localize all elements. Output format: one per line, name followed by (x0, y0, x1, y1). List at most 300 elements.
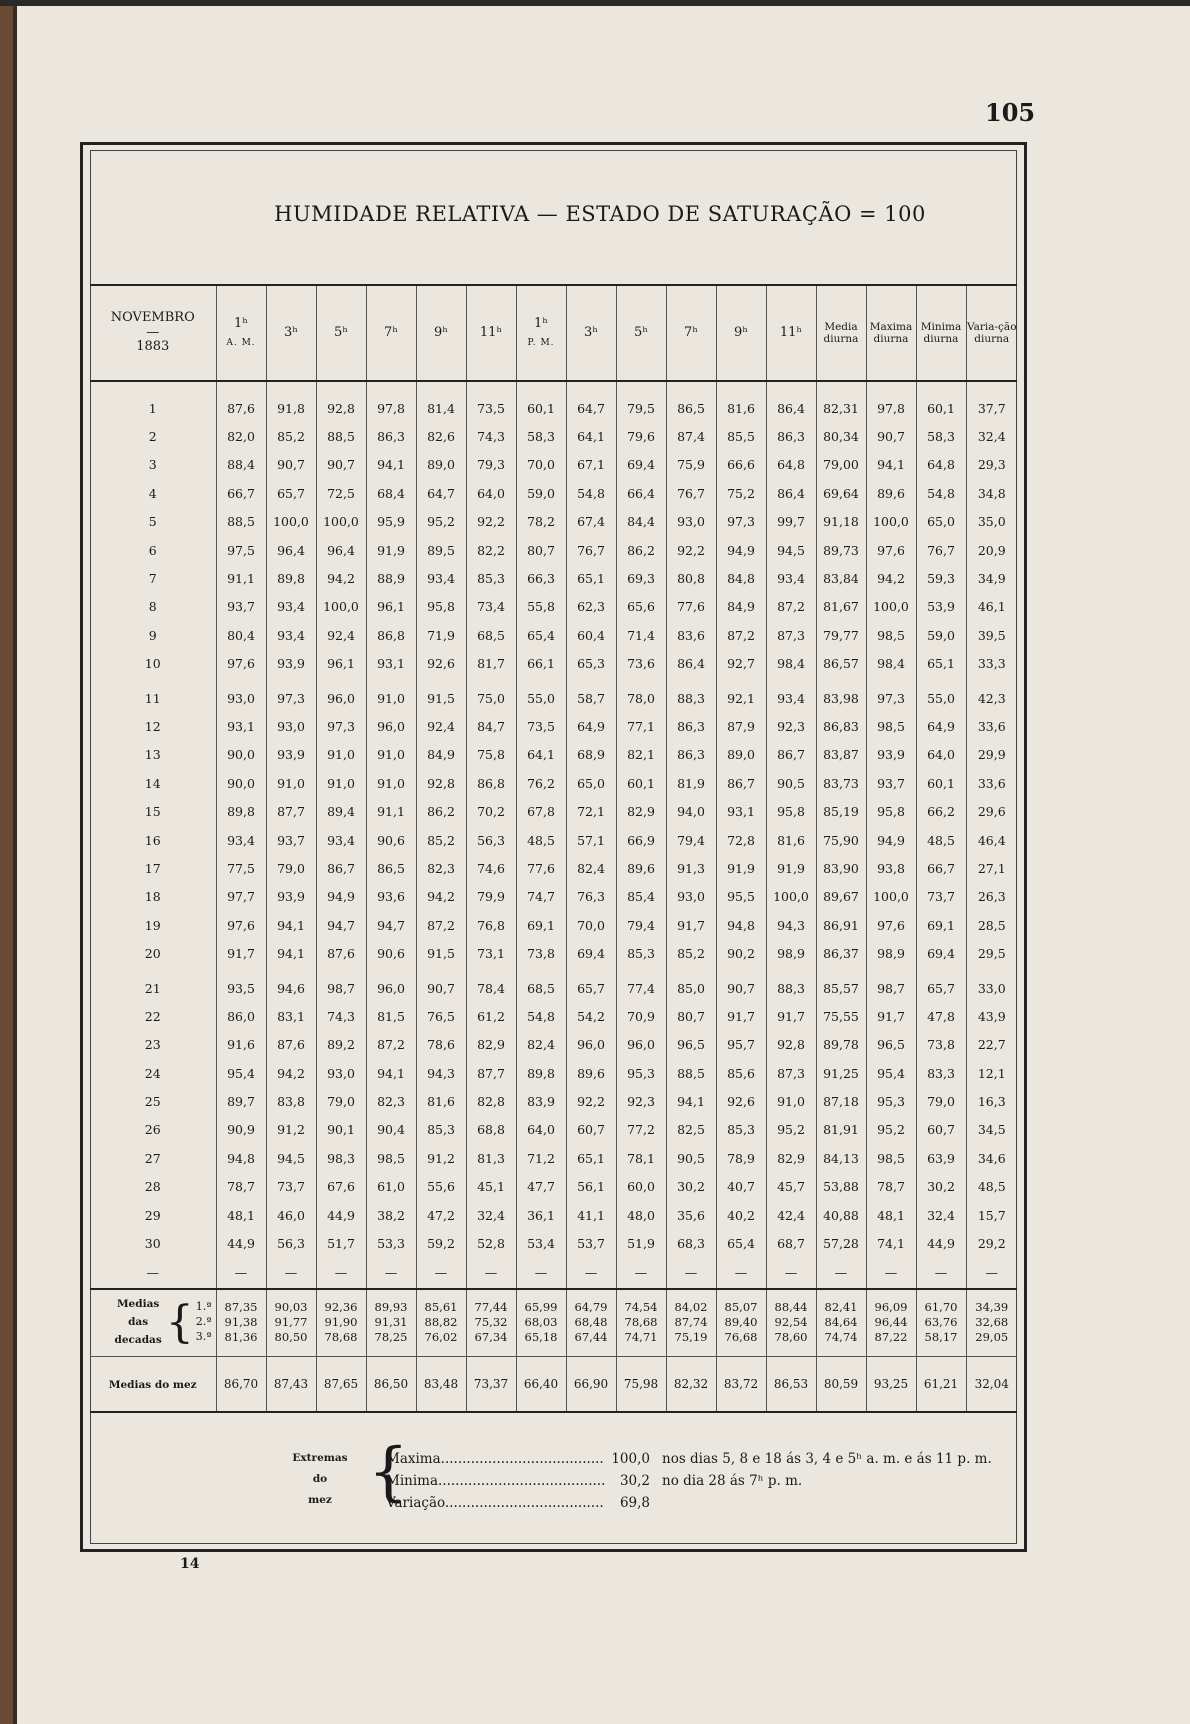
value-cell: 78,7 (216, 1173, 266, 1201)
month-mean-cell: 61,21 (916, 1356, 966, 1412)
value-cell: 96,4 (316, 536, 366, 564)
value-cell: 94,7 (366, 911, 416, 939)
value-cell: 94,1 (266, 939, 316, 967)
month-mean-cell: 80,59 (816, 1356, 866, 1412)
dash-cell: — (566, 1258, 616, 1289)
hour-header (766, 285, 816, 381)
table-row (90, 508, 1017, 536)
value-cell: 73,4 (466, 593, 516, 621)
value-cell: 69,4 (916, 939, 966, 967)
value-cell: 95,8 (766, 797, 816, 825)
decade-means-cell (316, 1289, 366, 1357)
value-cell: 76,7 (666, 479, 716, 507)
value-cell: 79,0 (316, 1087, 366, 1115)
value-cell: 67,8 (516, 797, 566, 825)
day-cell: 19 (144, 917, 161, 933)
value-cell: 76,7 (916, 536, 966, 564)
value-cell: 94,1 (866, 451, 916, 479)
value-cell: 75,0 (466, 678, 516, 712)
table-row (90, 1087, 1017, 1115)
value-cell: 77,5 (216, 854, 266, 882)
value-cell: 26,3 (966, 883, 1017, 911)
hour-label: 7ʰ (684, 324, 698, 340)
extreme-note: no dia 28 ás 7ʰ p. m. (662, 1473, 803, 1489)
value-cell: 95,8 (416, 593, 466, 621)
value-cell: 91,0 (266, 769, 316, 797)
value-cell: 73,1 (466, 939, 516, 967)
value-cell: 82,0 (216, 422, 266, 450)
hour-header (566, 285, 616, 381)
value-cell: 96,5 (866, 1031, 916, 1059)
value-cell: 97,6 (866, 536, 916, 564)
decade-mean-value: 63,76 (924, 1315, 958, 1330)
value-cell: 71,4 (616, 621, 666, 649)
day-cell: 29 (144, 1207, 161, 1223)
value-cell: 90,5 (666, 1144, 716, 1172)
day-cell: 28 (144, 1179, 161, 1195)
value-cell: 96,0 (316, 678, 366, 712)
value-cell: 92,2 (466, 508, 516, 536)
dash-cell: — (766, 1258, 816, 1289)
table-row (90, 1201, 1017, 1229)
decade-mean-value: 77,44 (474, 1300, 508, 1315)
day-cell: 15 (144, 804, 161, 820)
value-cell: 93,8 (866, 854, 916, 882)
table-row (90, 1144, 1017, 1172)
value-cell: 93,0 (266, 712, 316, 740)
value-cell: 59,0 (516, 479, 566, 507)
value-cell: 97,3 (716, 508, 766, 536)
decade-mean-value: 67,34 (474, 1330, 508, 1345)
value-cell: 79,00 (816, 451, 866, 479)
value-cell: 99,7 (766, 508, 816, 536)
decade-mean-value: 68,03 (524, 1315, 558, 1330)
decade-mean-value: 65,99 (524, 1300, 558, 1315)
value-cell: 86,2 (616, 536, 666, 564)
value-cell: 86,3 (766, 422, 816, 450)
decade-means-cell (766, 1289, 816, 1357)
hour-label: 11ʰ (479, 324, 503, 340)
value-cell: 90,2 (716, 939, 766, 967)
value-cell: 72,8 (716, 826, 766, 854)
value-cell: 97,3 (866, 678, 916, 712)
value-cell: 84,7 (466, 712, 516, 740)
value-cell: 91,7 (866, 1002, 916, 1030)
value-cell: 93,1 (716, 797, 766, 825)
value-cell: 78,7 (866, 1173, 916, 1201)
value-cell: 69,1 (916, 911, 966, 939)
value-cell: 76,7 (566, 536, 616, 564)
value-cell: 81,5 (366, 1002, 416, 1030)
value-cell: 48,1 (216, 1201, 266, 1229)
value-cell: 78,9 (716, 1144, 766, 1172)
decade-mean-value: 75,19 (674, 1330, 708, 1345)
value-cell: 73,6 (616, 650, 666, 678)
value-cell: 44,9 (916, 1229, 966, 1257)
hour-sub: P. M. (527, 338, 555, 349)
decade-mean-value: 67,44 (574, 1330, 608, 1345)
value-cell: 83,90 (816, 854, 866, 882)
value-cell: 69,64 (816, 479, 866, 507)
day-cell: 26 (144, 1122, 161, 1138)
value-cell: 100,0 (266, 508, 316, 536)
value-cell: 59,2 (416, 1229, 466, 1257)
value-cell: 79,3 (466, 451, 516, 479)
value-cell: 53,3 (366, 1229, 416, 1257)
value-cell: 77,1 (616, 712, 666, 740)
value-cell: 67,1 (566, 451, 616, 479)
table-row (90, 593, 1017, 621)
value-cell: 32,4 (916, 1201, 966, 1229)
value-cell: 100,0 (866, 883, 916, 911)
value-cell: 86,57 (816, 650, 866, 678)
value-cell: 60,1 (916, 381, 966, 422)
value-cell: 54,2 (566, 1002, 616, 1030)
value-cell: 94,2 (416, 883, 466, 911)
value-cell: 75,8 (466, 741, 516, 769)
month-mean-cell: 32,04 (966, 1356, 1017, 1412)
hour-label: 7ʰ (384, 324, 398, 340)
table-row (90, 536, 1017, 564)
decade-means-cell (416, 1289, 466, 1357)
value-cell: 65,7 (266, 479, 316, 507)
dash-cell: — (216, 1258, 266, 1289)
value-cell: 34,6 (966, 1144, 1017, 1172)
value-cell: 80,7 (516, 536, 566, 564)
dash-cell: — (816, 1258, 866, 1289)
value-cell: 54,8 (566, 479, 616, 507)
extreme-value: 100,0 (611, 1451, 650, 1467)
table-row (90, 911, 1017, 939)
decade-mean-value: 87,74 (674, 1315, 708, 1330)
value-cell: 84,9 (416, 741, 466, 769)
value-cell: 86,83 (816, 712, 866, 740)
value-cell: 96,1 (316, 650, 366, 678)
value-cell: 91,7 (766, 1002, 816, 1030)
decade-mean-value: 82,41 (824, 1300, 858, 1315)
month-mean-cell: 93,25 (866, 1356, 916, 1412)
value-cell: 79,5 (616, 381, 666, 422)
value-cell: 89,73 (816, 536, 866, 564)
value-cell: 70,0 (516, 451, 566, 479)
decade-means-cell (666, 1289, 716, 1357)
value-cell: 91,0 (316, 769, 366, 797)
decade-mean-value: 34,39 (975, 1300, 1009, 1315)
value-cell: 82,3 (416, 854, 466, 882)
value-cell: 92,1 (716, 678, 766, 712)
hour-header (366, 285, 416, 381)
value-cell: 98,5 (366, 1144, 416, 1172)
value-cell: 74,3 (316, 1002, 366, 1030)
extremes-rows (386, 1448, 992, 1514)
value-cell: 89,8 (266, 564, 316, 592)
value-cell: 46,4 (966, 826, 1017, 854)
value-cell: 47,8 (916, 1002, 966, 1030)
value-cell: 78,2 (516, 508, 566, 536)
value-cell: 93,4 (316, 826, 366, 854)
extremes-label-line: Extremas (292, 1452, 348, 1464)
day-cell: 17 (144, 860, 161, 876)
value-cell: 83,98 (816, 678, 866, 712)
value-cell: 93,7 (216, 593, 266, 621)
value-cell: 74,1 (866, 1229, 916, 1257)
value-cell: 86,8 (466, 769, 516, 797)
value-cell: 71,9 (416, 621, 466, 649)
value-cell: 96,5 (666, 1031, 716, 1059)
value-cell: 92,2 (666, 536, 716, 564)
value-cell: 83,8 (266, 1087, 316, 1115)
value-cell: 91,0 (366, 741, 416, 769)
value-cell: 91,7 (666, 911, 716, 939)
value-cell: 86,7 (316, 854, 366, 882)
value-cell: 96,0 (366, 712, 416, 740)
day-cell: 3 (148, 457, 157, 473)
value-cell: 97,7 (216, 883, 266, 911)
value-cell: 88,5 (316, 422, 366, 450)
value-cell: 73,5 (516, 712, 566, 740)
value-cell: 94,8 (716, 911, 766, 939)
extreme-row-minima (386, 1470, 992, 1492)
value-cell: 68,5 (516, 968, 566, 1002)
value-cell: 42,3 (966, 678, 1017, 712)
table-row (90, 678, 1017, 712)
value-cell: 81,7 (466, 650, 516, 678)
value-cell: 93,4 (416, 564, 466, 592)
value-cell: 82,4 (516, 1031, 566, 1059)
decade-ordinal: 2.ª (195, 1315, 212, 1329)
hour-header (616, 285, 666, 381)
value-cell: 94,2 (866, 564, 916, 592)
dash-row (90, 1258, 1017, 1289)
value-cell: 65,6 (616, 593, 666, 621)
decade-means-cell (516, 1289, 566, 1357)
decade-mean-value: 91,90 (324, 1315, 358, 1330)
value-cell: 64,8 (766, 451, 816, 479)
value-cell: 94,5 (266, 1144, 316, 1172)
value-cell: 86,7 (716, 769, 766, 797)
value-cell: 100,0 (316, 593, 366, 621)
value-cell: 68,8 (466, 1116, 516, 1144)
value-cell: 92,3 (766, 712, 816, 740)
day-cell: 7 (148, 571, 157, 587)
dash-cell: — (866, 1258, 916, 1289)
value-cell: 53,9 (916, 593, 966, 621)
month-mean-cell: 86,70 (216, 1356, 266, 1412)
value-cell: 78,4 (466, 968, 516, 1002)
value-cell: 65,1 (916, 650, 966, 678)
value-cell: 91,9 (366, 536, 416, 564)
value-cell: 64,9 (566, 712, 616, 740)
value-cell: 94,1 (666, 1087, 716, 1115)
value-cell: 91,0 (366, 678, 416, 712)
value-cell: 93,0 (216, 678, 266, 712)
value-cell: 80,4 (216, 621, 266, 649)
value-cell: 95,2 (416, 508, 466, 536)
value-cell: 89,67 (816, 883, 866, 911)
value-cell: 89,7 (216, 1087, 266, 1115)
value-cell: 65,7 (916, 968, 966, 1002)
decade-means-cell (966, 1289, 1017, 1357)
decade-ordinal: 1.ª (195, 1300, 212, 1314)
day-cell: 16 (144, 832, 161, 848)
value-cell: 91,6 (216, 1031, 266, 1059)
day-cell: 24 (144, 1065, 161, 1081)
value-cell: 87,9 (716, 712, 766, 740)
decade-mean-value: 65,18 (524, 1330, 558, 1345)
value-cell: 76,2 (516, 769, 566, 797)
value-cell: 52,8 (466, 1229, 516, 1257)
value-cell: 85,57 (816, 968, 866, 1002)
value-cell: 94,1 (366, 451, 416, 479)
table-row (90, 621, 1017, 649)
value-cell: 88,5 (666, 1059, 716, 1087)
decade-mean-value: 85,07 (724, 1300, 758, 1315)
value-cell: 56,1 (566, 1173, 616, 1201)
value-cell: 85,2 (666, 939, 716, 967)
value-cell: 91,0 (366, 769, 416, 797)
value-cell: 94,1 (266, 911, 316, 939)
hour-sub: A. M. (226, 338, 256, 349)
value-cell: 89,0 (716, 741, 766, 769)
value-cell: 83,87 (816, 741, 866, 769)
value-cell: 64,8 (916, 451, 966, 479)
value-cell: 86,0 (216, 1002, 266, 1030)
value-cell: 57,28 (816, 1229, 866, 1257)
value-cell: 54,8 (516, 1002, 566, 1030)
value-cell: 88,5 (216, 508, 266, 536)
value-cell: 89,6 (866, 479, 916, 507)
value-cell: 65,1 (566, 1144, 616, 1172)
value-cell: 93,9 (866, 741, 916, 769)
value-cell: 53,4 (516, 1229, 566, 1257)
value-cell: 79,6 (616, 422, 666, 450)
day-cell: 30 (144, 1236, 161, 1252)
value-cell: 64,1 (566, 422, 616, 450)
hour-header (666, 285, 716, 381)
value-cell: 98,5 (866, 1144, 916, 1172)
value-cell: 97,8 (866, 381, 916, 422)
decade-mean-value: 91,38 (224, 1315, 258, 1330)
value-cell: 66,9 (616, 826, 666, 854)
hour-header (216, 285, 266, 381)
hour-header (716, 285, 766, 381)
extremes-label (280, 1448, 360, 1511)
value-cell: 93,9 (266, 741, 316, 769)
value-cell: 64,7 (416, 479, 466, 507)
table-row (90, 422, 1017, 450)
value-cell: 33,6 (966, 769, 1017, 797)
value-cell: 95,2 (866, 1116, 916, 1144)
value-cell: 97,6 (866, 911, 916, 939)
value-cell: 76,5 (416, 1002, 466, 1030)
value-cell: 53,7 (566, 1229, 616, 1257)
value-cell: 93,4 (766, 678, 816, 712)
decade-mean-value: 91,77 (274, 1315, 308, 1330)
month-mean-cell: 73,37 (466, 1356, 516, 1412)
value-cell: 95,9 (366, 508, 416, 536)
value-cell: 91,9 (716, 854, 766, 882)
value-cell: 90,1 (316, 1116, 366, 1144)
value-cell: 81,4 (416, 381, 466, 422)
value-cell: 66,7 (216, 479, 266, 507)
dash-cell: — (666, 1258, 716, 1289)
value-cell: 98,4 (866, 650, 916, 678)
value-cell: 74,3 (466, 422, 516, 450)
page-top-edge (0, 0, 1190, 6)
hour-header (266, 285, 316, 381)
value-cell: 96,1 (366, 593, 416, 621)
decade-mean-value: 85,61 (424, 1300, 458, 1315)
brace: { (165, 1296, 194, 1348)
value-cell: 85,2 (416, 826, 466, 854)
hour-header (316, 285, 366, 381)
value-cell: 95,2 (766, 1116, 816, 1144)
value-cell: 82,9 (466, 1031, 516, 1059)
value-cell: 90,6 (366, 826, 416, 854)
value-cell: 69,1 (516, 911, 566, 939)
decade-mean-value: 74,74 (824, 1330, 858, 1345)
day-cell: 2 (148, 429, 157, 445)
value-cell: 93,7 (266, 826, 316, 854)
value-cell: 91,25 (816, 1059, 866, 1087)
value-cell: 65,1 (566, 564, 616, 592)
value-cell: 90,0 (216, 741, 266, 769)
value-cell: 28,5 (966, 911, 1017, 939)
table-row (90, 968, 1017, 1002)
value-cell: 85,6 (716, 1059, 766, 1087)
value-cell: 89,0 (416, 451, 466, 479)
day-cell: 27 (144, 1150, 161, 1166)
value-cell: 36,1 (516, 1201, 566, 1229)
day-cell: 23 (144, 1037, 161, 1053)
value-cell: 27,1 (966, 854, 1017, 882)
value-cell: 76,3 (566, 883, 616, 911)
day-cell: 12 (144, 718, 161, 734)
hour-label: 1ʰ (234, 316, 248, 332)
value-cell: 79,0 (266, 854, 316, 882)
value-cell: 96,4 (266, 536, 316, 564)
value-cell: 73,7 (266, 1173, 316, 1201)
value-cell: 93,0 (316, 1059, 366, 1087)
value-cell: 58,7 (566, 678, 616, 712)
table-body (90, 381, 1017, 1412)
value-cell: 48,5 (916, 826, 966, 854)
value-cell: 73,8 (916, 1031, 966, 1059)
value-cell: 33,0 (966, 968, 1017, 1002)
hour-label: 9ʰ (734, 324, 748, 340)
value-cell: 78,0 (616, 678, 666, 712)
decade-mean-value: 88,82 (424, 1315, 458, 1330)
value-cell: 98,7 (866, 968, 916, 1002)
value-cell: 90,0 (216, 769, 266, 797)
value-cell: 87,2 (366, 1031, 416, 1059)
month-mean-cell: 87,43 (266, 1356, 316, 1412)
value-cell: 83,6 (666, 621, 716, 649)
day-cell: 20 (144, 946, 161, 962)
value-cell: 100,0 (316, 508, 366, 536)
value-cell: 81,6 (416, 1087, 466, 1115)
value-cell: 70,9 (616, 1002, 666, 1030)
value-cell: 29,9 (966, 741, 1017, 769)
value-cell: 15,7 (966, 1201, 1017, 1229)
value-cell: 84,13 (816, 1144, 866, 1172)
value-cell: 71,2 (516, 1144, 566, 1172)
month-means-label-text: Medias do mez (108, 1378, 197, 1391)
table-row (90, 797, 1017, 825)
table-row (90, 712, 1017, 740)
decade-mean-value: 32,68 (975, 1315, 1009, 1330)
value-cell: 74,6 (466, 854, 516, 882)
